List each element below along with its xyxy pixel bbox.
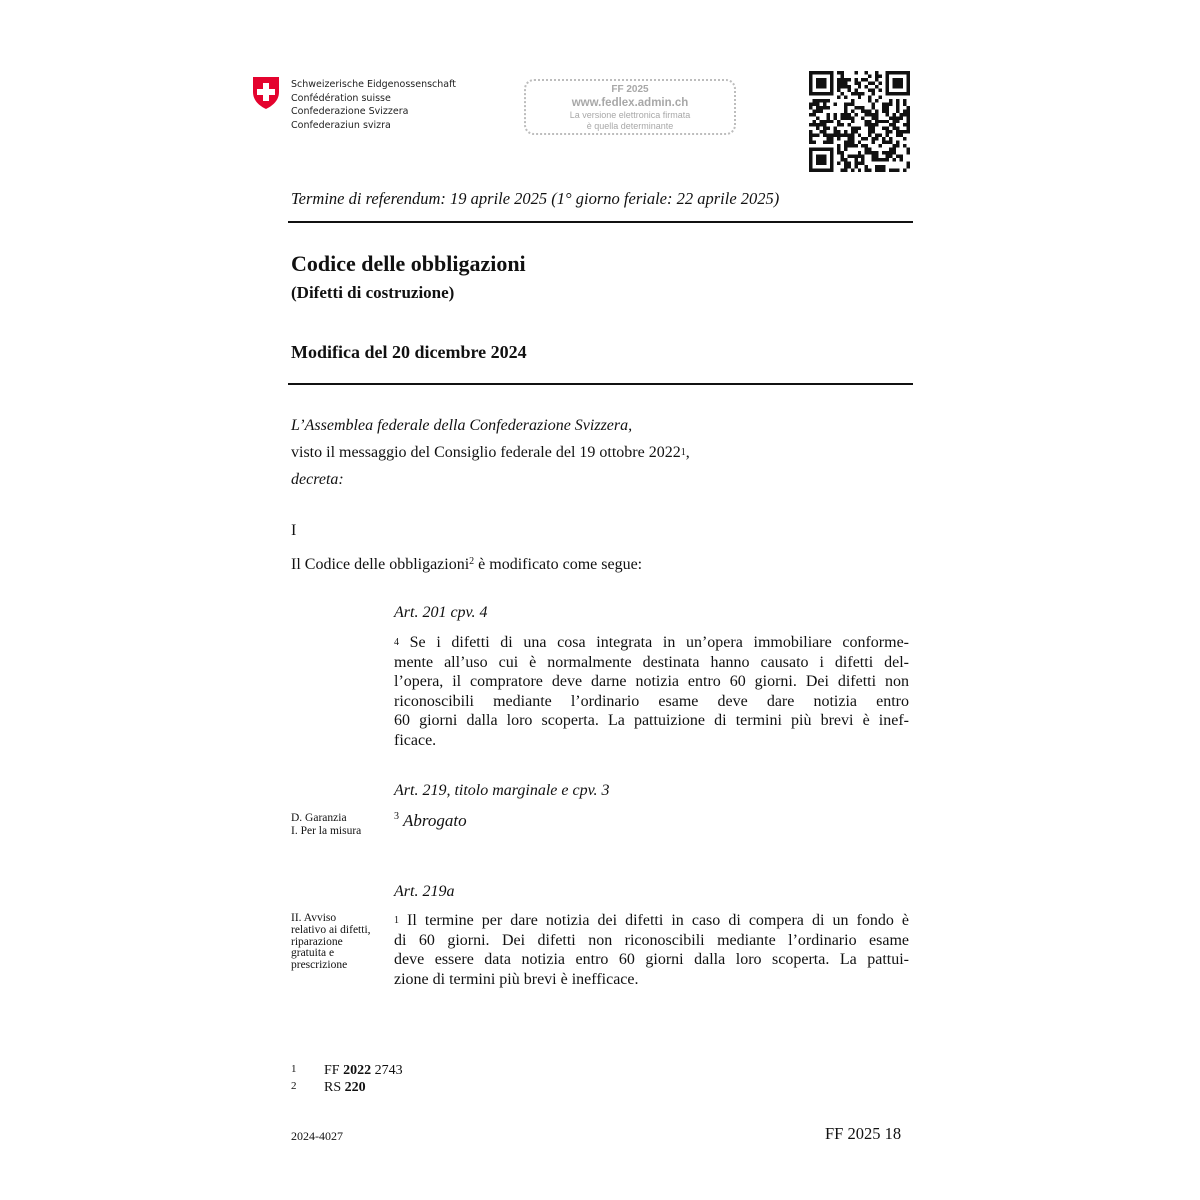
- footnote-1: [291, 1063, 403, 1079]
- footnote-1-number: 1: [291, 1063, 297, 1075]
- article-201-line-6: ficace.: [394, 731, 437, 749]
- footnote-ref-2: 2: [469, 556, 475, 567]
- footnote-ref-1: 1: [680, 447, 686, 458]
- margin-219a-line-2: relativo ai difetti,: [291, 923, 371, 936]
- footnote-2-pre: RS: [324, 1080, 345, 1095]
- margin-title-219: [291, 812, 386, 837]
- article-heading-219a: Art. 219a: [394, 883, 455, 900]
- confed-name-it: Confederazione Svizzera: [291, 106, 409, 117]
- fedlex-stamp: [524, 79, 736, 135]
- preamble-visto: [291, 439, 690, 466]
- footnote-2-bold: 220: [344, 1080, 366, 1095]
- document-subtitle: (Difetti di costruzione): [291, 283, 455, 302]
- article-201-paragraph: [394, 633, 909, 750]
- document-number: 2024-4027: [291, 1129, 343, 1143]
- article-201-line-1-text: Se i difetti di una cosa integrata in un’opera immobiliare conforme-: [399, 634, 909, 651]
- intro-text: Il Codice delle obbligazioni: [291, 556, 470, 573]
- article-219a-line-2: di 60 giorni. Dei difetti non riconoscibili mediante l’ordinario esame: [394, 931, 909, 949]
- paragraph-number: 3: [394, 811, 399, 822]
- preamble-visto-end: ,: [685, 444, 690, 461]
- stamp-note-2: è quella determinante: [586, 121, 674, 131]
- preamble: [291, 412, 690, 493]
- footnote-2: [291, 1080, 366, 1096]
- confed-name-rm: Confederaziun svizra: [291, 119, 391, 131]
- article-201-line-4: riconoscibili mediante l’ordinario esame deve dare notizia entro: [394, 692, 909, 710]
- margin-219a-line-5: prescrizione: [291, 959, 348, 972]
- article-219a-line-3: deve essere data notizia entro 60 giorni dalla loro scoperta. La pattui-: [394, 951, 909, 968]
- stamp-ff: FF 2025: [611, 84, 649, 95]
- stamp-url: www.fedlex.admin.ch: [571, 97, 689, 109]
- section-number: I: [291, 522, 297, 539]
- article-219a-paragraph: [394, 911, 909, 989]
- paragraph-number: 1: [394, 915, 399, 926]
- article-heading-219: Art. 219, titolo marginale e cpv. 3: [394, 782, 610, 799]
- article-219a-line-1-text: Il termine per dare notizia dei difetti in caso di compera di un fondo è: [399, 912, 909, 929]
- margin-219a-line-4: gratuita e: [291, 947, 335, 960]
- confed-name-fr: Confédération suisse: [291, 92, 391, 104]
- article-219-paragraph: [394, 811, 467, 831]
- margin-219a-line-1: II. Avviso: [291, 912, 337, 924]
- referendum-deadline: Termine di referendum: 19 aprile 2025 (1° giorno feriale: 22 aprile 2025): [291, 189, 780, 208]
- document-title: Codice delle obbligazioni: [291, 251, 526, 276]
- paragraph-number: 4: [394, 637, 399, 648]
- intro-rest: è modificato come segue:: [474, 556, 643, 573]
- margin-219-line-1: D. Garanzia: [291, 812, 347, 824]
- confed-name-de: Schweizerische Eidgenossenschaft: [291, 79, 457, 90]
- preamble-visto-text: visto il messaggio del Consiglio federale del 19 ottobre 2022: [291, 444, 681, 461]
- article-201-line-3: l’opera, il compratore deve darne notizia entro 60 giorni. Dei difetti non: [394, 673, 909, 690]
- article-219a-line-4: zione di termini più brevi è inefficace.: [394, 970, 639, 988]
- confederation-names: [291, 78, 456, 132]
- footnote-1-bold: 2022: [343, 1063, 372, 1078]
- article-219a-line-1: [394, 911, 909, 931]
- abrogated-text: Abrogato: [403, 811, 467, 830]
- margin-title-219a: [291, 913, 386, 972]
- modification-date: Modifica del 20 dicembre 2024: [291, 342, 527, 362]
- preamble-assembly: L’Assemblea federale della Confederazione Svizzera,: [291, 417, 633, 434]
- margin-219a-line-3: riparazione: [291, 935, 343, 948]
- intro-sentence: [291, 556, 642, 574]
- qr-code-icon: [809, 71, 910, 172]
- footnote-1-post: 2743: [371, 1063, 403, 1078]
- article-201-line-2: mente all’uso cui è normalmente destinata hanno causato i difetti del-: [394, 653, 909, 671]
- article-heading-201: Art. 201 cpv. 4: [394, 604, 488, 621]
- stamp-note-1: La versione elettronica firmata: [569, 110, 691, 120]
- footnote-1-pre: FF: [324, 1063, 344, 1078]
- article-201-line-5: 60 giorni dalla loro scoperta. La pattuizione di termini più brevi è inef-: [394, 712, 909, 729]
- margin-219-line-2: I. Per la misura: [291, 824, 362, 837]
- divider-top: [288, 221, 913, 223]
- footnote-2-number: 2: [291, 1080, 297, 1092]
- divider-title: [288, 383, 913, 385]
- page-number: FF 2025 18: [825, 1124, 902, 1143]
- swiss-crest-icon: [252, 76, 280, 110]
- preamble-decreta: decreta:: [291, 471, 344, 488]
- article-201-line-1: [394, 633, 909, 653]
